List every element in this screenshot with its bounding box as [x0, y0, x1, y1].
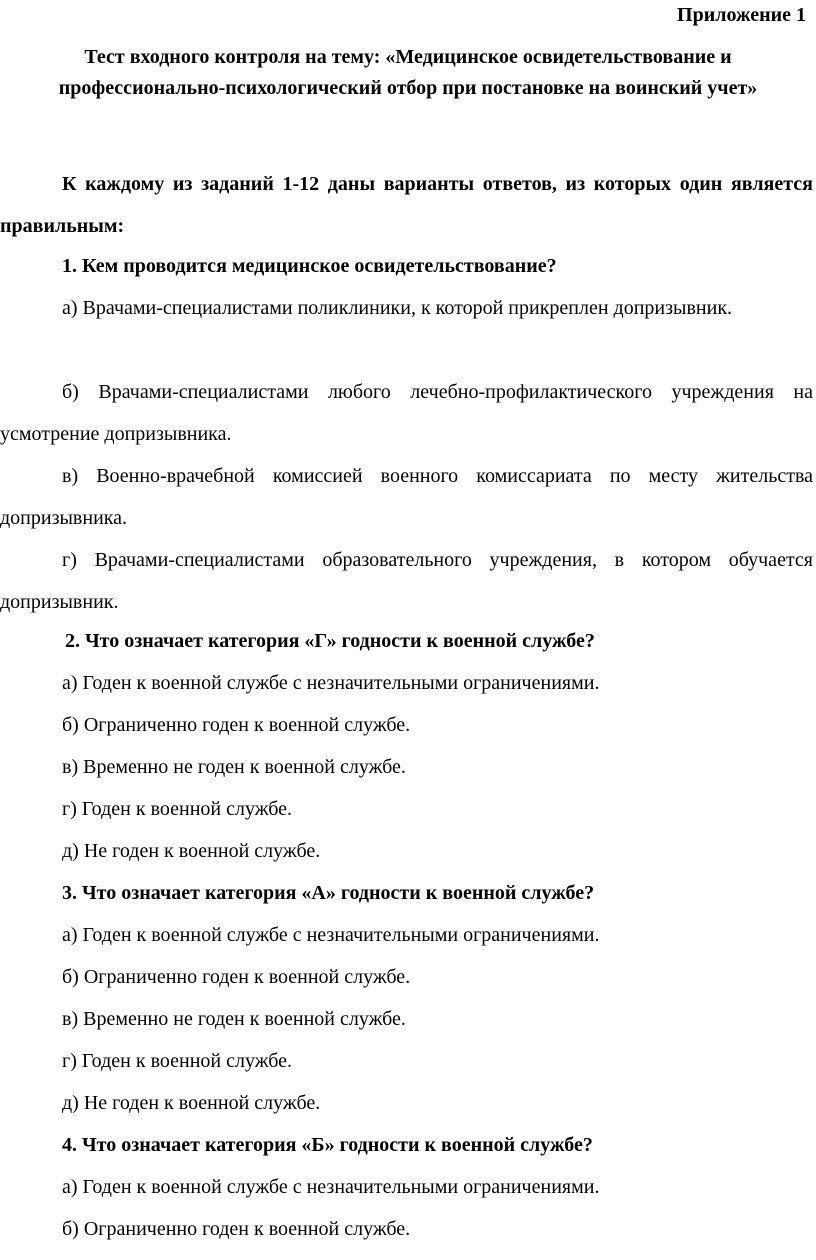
q1-option-v: в) Военно-врачебной комиссией военного комиссариата по месту жительства допризывника. [0, 465, 813, 529]
question-2: 2. Что означает категория «Г» годности к военной службе? [65, 630, 595, 652]
q2-option-v: в) Временно не годен к военной службе. [62, 756, 406, 778]
q4-option-b: б) Ограниченно годен к военной службе. [62, 1218, 411, 1240]
q1-option-b: б) Врачами-специалистами любого лечебно-профилактического учреждения на усмотрение допризывника. [0, 381, 813, 445]
q3-option-v: в) Временно не годен к военной службе. [62, 1008, 406, 1030]
question-3: 3. Что означает категория «А» годности к военной службе? [62, 882, 595, 904]
q3-option-g: г) Годен к военной службе. [62, 1050, 293, 1072]
q3-option-a: а) Годен к военной службе с незначительными ограничениями. [62, 924, 600, 946]
q1-option-g: г) Врачами-специалистами образовательного учреждения, в котором обучается допризывник. [0, 549, 813, 613]
appendix-label: Приложение 1 [677, 4, 806, 26]
q2-option-a: а) Годен к военной службе с незначительными ограничениями. [62, 672, 600, 694]
q3-option-d: д) Не годен к военной службе. [62, 1092, 321, 1114]
question-1: 1. Кем проводится медицинское освидетельствование? [62, 255, 557, 277]
q2-option-g: г) Годен к военной службе. [62, 798, 293, 820]
q4-option-a: а) Годен к военной службе с незначительными ограничениями. [62, 1176, 600, 1198]
q1-option-a: а) Врачами-специалистами поликлиники, к которой прикреплен допризывник. [62, 297, 733, 319]
q3-option-b: б) Ограниченно годен к военной службе. [62, 966, 411, 988]
q2-option-b: б) Ограниченно годен к военной службе. [62, 714, 411, 736]
page-title: Тест входного контроля на тему: «Медицинское освидетельствование и профессионально-психологический отбор при постановке на воинский учет» [58, 46, 758, 99]
instructions: К каждому из заданий 1-12 даны варианты ответов, из которых один является правильным: [0, 173, 813, 237]
q2-option-d: д) Не годен к военной службе. [62, 840, 321, 862]
question-4: 4. Что означает категория «Б» годности к военной службе? [62, 1134, 593, 1156]
